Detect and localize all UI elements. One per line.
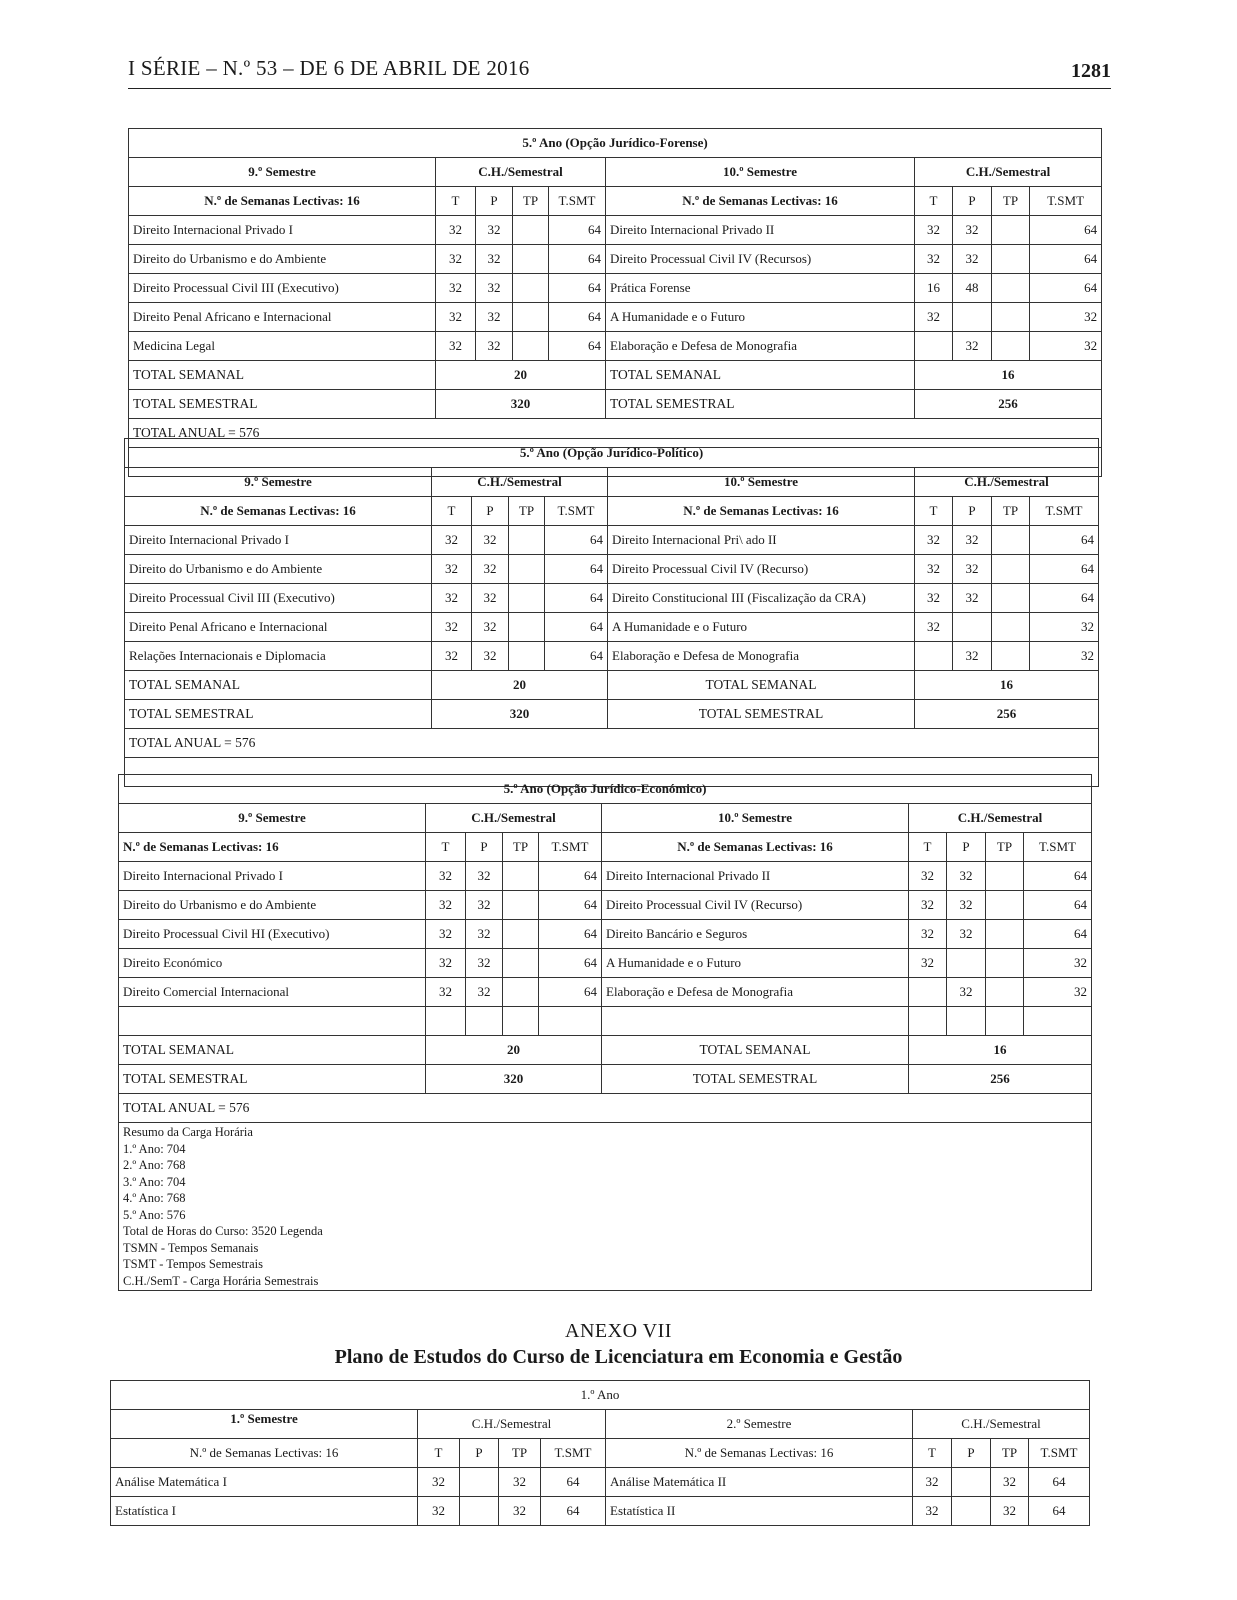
semester-9-label: 9.º Semestre xyxy=(129,158,436,187)
semester-9-label: 9.º Semestre xyxy=(119,804,426,833)
col-tp: TP xyxy=(986,833,1024,862)
resumo-line: TSMT - Tempos Semestrais xyxy=(123,1257,263,1271)
hours-t: 32 xyxy=(418,1468,460,1497)
subject-name: Direito Processual Civil IV (Recursos) xyxy=(606,245,915,274)
hours-p: 32 xyxy=(947,862,986,891)
hours-t: 32 xyxy=(432,584,472,613)
hours-t: 32 xyxy=(432,526,472,555)
subject-name: Direito Constitucional III (Fiscalização da CRA) xyxy=(608,584,915,613)
table-row xyxy=(111,1468,1090,1497)
hours-tp xyxy=(513,303,549,332)
hours-t: 32 xyxy=(909,949,947,978)
hours-tsmt: 64 xyxy=(539,920,602,949)
hours-t: 32 xyxy=(915,245,953,274)
hours-tp xyxy=(992,613,1030,642)
hours-t: 32 xyxy=(426,920,466,949)
hours-tp xyxy=(503,978,539,1007)
table-row xyxy=(125,642,1099,671)
hours-tsmt: 32 xyxy=(1024,949,1092,978)
total-semanal-value: 16 xyxy=(909,1036,1092,1065)
subject-name: Direito do Urbanismo e do Ambiente xyxy=(129,245,436,274)
resumo-line: 5.º Ano: 576 xyxy=(123,1207,186,1222)
hours-tp xyxy=(986,862,1024,891)
subject-name: Direito Comercial Internacional xyxy=(119,978,426,1007)
table-juridico-politico xyxy=(124,438,1099,787)
col-tsmt: T.SMT xyxy=(549,187,606,216)
hours-tp: 32 xyxy=(499,1497,541,1526)
hours-tsmt: 64 xyxy=(545,642,608,671)
total-semanal-label: TOTAL SEMANAL xyxy=(606,361,915,390)
table-row xyxy=(119,978,1092,1007)
subject-name: Direito Internacional Privado I xyxy=(119,862,426,891)
col-t: T xyxy=(909,833,947,862)
hours-tsmt: 64 xyxy=(545,613,608,642)
total-anual: TOTAL ANUAL = 576 xyxy=(119,1094,1092,1123)
hours-tsmt: 32 xyxy=(1030,613,1099,642)
hours-tp xyxy=(992,303,1030,332)
hours-t: 32 xyxy=(418,1497,460,1526)
total-semestral-label: TOTAL SEMESTRAL xyxy=(125,700,432,729)
hours-p: 32 xyxy=(953,332,992,361)
hours-tsmt: 32 xyxy=(1030,332,1102,361)
hours-t: 32 xyxy=(915,303,953,332)
hours-tsmt: 64 xyxy=(545,555,608,584)
hours-tp xyxy=(503,891,539,920)
col-t: T xyxy=(915,187,953,216)
subject-name: Análise Matemática II xyxy=(606,1468,913,1497)
hours-tsmt: 64 xyxy=(539,978,602,1007)
hours-tp xyxy=(503,949,539,978)
resumo-line: C.H./SemT - Carga Horária Semestrais xyxy=(123,1273,319,1288)
hours-t: 32 xyxy=(426,978,466,1007)
subject-name: A Humanidade e o Futuro xyxy=(602,949,909,978)
hours-tp xyxy=(992,274,1030,303)
hours-tsmt: 64 xyxy=(549,303,606,332)
col-tp: TP xyxy=(992,187,1030,216)
hours-t: 32 xyxy=(909,920,947,949)
hours-p: 32 xyxy=(953,245,992,274)
col-tsmt: T.SMT xyxy=(1024,833,1092,862)
hours-p: 32 xyxy=(953,642,992,671)
hours-tsmt: 64 xyxy=(1030,555,1099,584)
total-semestral-value: 256 xyxy=(909,1065,1092,1094)
hours-t: 32 xyxy=(909,862,947,891)
total-semestral-label: TOTAL SEMESTRAL xyxy=(119,1065,426,1094)
resumo-carga-horaria xyxy=(119,1123,1092,1291)
hours-tsmt: 64 xyxy=(1030,274,1102,303)
hours-tp xyxy=(513,216,549,245)
hours-p xyxy=(460,1497,499,1526)
col-t: T xyxy=(436,187,476,216)
col-tp: TP xyxy=(513,187,549,216)
subject-name: Direito Processual Civil HI (Executivo) xyxy=(119,920,426,949)
hours-t: 32 xyxy=(436,303,476,332)
hours-t: 32 xyxy=(915,526,953,555)
hours-tsmt: 64 xyxy=(541,1468,606,1497)
hours-p: 32 xyxy=(947,978,986,1007)
col-t: T xyxy=(913,1439,952,1468)
hours-t: 32 xyxy=(915,613,953,642)
resumo-line: 3.º Ano: 704 xyxy=(123,1174,186,1189)
resumo-line: 4.º Ano: 768 xyxy=(123,1191,186,1205)
subject-name: Direito Internacional Pri\ ado II xyxy=(608,526,915,555)
hours-tsmt: 64 xyxy=(1029,1468,1090,1497)
hours-tp: 32 xyxy=(991,1497,1029,1526)
col-tsmt: T.SMT xyxy=(539,833,602,862)
total-semestral-value: 256 xyxy=(915,700,1099,729)
subject-name: Elaboração e Defesa de Monografia xyxy=(602,978,909,1007)
hours-t: 32 xyxy=(436,216,476,245)
subject-name: Direito Internacional Privado I xyxy=(125,526,432,555)
subject-name: Direito Internacional Privado II xyxy=(606,216,915,245)
hours-p: 32 xyxy=(476,216,513,245)
hours-tsmt: 64 xyxy=(1024,891,1092,920)
hours-t xyxy=(909,978,947,1007)
hours-tp xyxy=(992,555,1030,584)
col-p: P xyxy=(953,187,992,216)
hours-t: 32 xyxy=(436,332,476,361)
col-p: P xyxy=(472,497,509,526)
hours-t: 32 xyxy=(913,1497,952,1526)
semester-10-label: 10.º Semestre xyxy=(606,158,915,187)
table-economia-gestao xyxy=(110,1380,1090,1526)
total-semestral-label: TOTAL SEMESTRAL xyxy=(608,700,915,729)
hours-tsmt: 64 xyxy=(539,949,602,978)
hours-tp xyxy=(513,274,549,303)
total-semanal-value: 20 xyxy=(436,361,606,390)
semanas-lectivas: N.º de Semanas Lectivas: 16 xyxy=(129,187,436,216)
table-row xyxy=(125,584,1099,613)
hours-tp xyxy=(986,891,1024,920)
ch-semestral-label: C.H./Semestral xyxy=(426,804,602,833)
hours-p: 32 xyxy=(472,584,509,613)
hours-tp xyxy=(986,978,1024,1007)
subject-name: Direito do Urbanismo e do Ambiente xyxy=(119,891,426,920)
hours-tp xyxy=(503,862,539,891)
hours-p: 32 xyxy=(472,613,509,642)
section-title: 5.º Ano (Opção Jurídico-Económico) xyxy=(119,775,1092,804)
hours-tsmt: 64 xyxy=(1030,245,1102,274)
total-semanal-value: 16 xyxy=(915,671,1099,700)
anexo-subtitle: Plano de Estudos do Curso de Licenciatura em Economia e Gestão xyxy=(334,1346,903,1368)
hours-p: 32 xyxy=(476,303,513,332)
hours-t: 32 xyxy=(426,862,466,891)
subject-name: Direito Internacional Privado II xyxy=(602,862,909,891)
table-juridico-economico xyxy=(118,774,1092,1291)
hours-tp xyxy=(509,555,545,584)
subject-name: Elaboração e Defesa de Monografia xyxy=(608,642,915,671)
subject-name: Direito Penal Africano e Internacional xyxy=(129,303,436,332)
total-semestral-label: TOTAL SEMESTRAL xyxy=(602,1065,909,1094)
hours-p xyxy=(953,303,992,332)
hours-tsmt: 64 xyxy=(549,216,606,245)
hours-tp xyxy=(992,245,1030,274)
subject-name: Direito Processual Civil III (Executivo) xyxy=(125,584,432,613)
subject-name: Elaboração e Defesa de Monografia xyxy=(606,332,915,361)
hours-tp xyxy=(992,526,1030,555)
semester-10-label: 10.º Semestre xyxy=(602,804,909,833)
hours-tp xyxy=(513,332,549,361)
subject-name: Direito Bancário e Seguros xyxy=(602,920,909,949)
hours-tp xyxy=(986,949,1024,978)
hours-tp xyxy=(509,584,545,613)
empty-row xyxy=(119,1007,1092,1036)
ch-semestral-label: C.H./Semestral xyxy=(915,158,1102,187)
subject-name: Relações Internacionais e Diplomacia xyxy=(125,642,432,671)
total-semanal-value: 20 xyxy=(426,1036,602,1065)
table-row xyxy=(119,862,1092,891)
resumo-line: Total de Horas do Curso: 3520 Legenda xyxy=(123,1224,323,1238)
hours-p: 32 xyxy=(466,920,503,949)
col-tsmt: T.SMT xyxy=(1030,187,1102,216)
subject-name: Direito Internacional Privado I xyxy=(129,216,436,245)
hours-tsmt: 64 xyxy=(549,274,606,303)
hours-p: 32 xyxy=(953,555,992,584)
total-semestral-value: 320 xyxy=(432,700,608,729)
hours-tsmt: 64 xyxy=(1030,216,1102,245)
col-tsmt: T.SMT xyxy=(545,497,608,526)
col-p: P xyxy=(466,833,503,862)
table-row xyxy=(111,1497,1090,1526)
table-row xyxy=(129,332,1102,361)
col-p: P xyxy=(947,833,986,862)
hours-p: 32 xyxy=(472,555,509,584)
hours-tp xyxy=(992,332,1030,361)
resumo-line: 1.º Ano: 704 xyxy=(123,1141,186,1156)
col-p: P xyxy=(460,1439,499,1468)
total-semestral-label: TOTAL SEMESTRAL xyxy=(129,390,436,419)
hours-t: 32 xyxy=(915,555,953,584)
hours-tsmt: 64 xyxy=(1029,1497,1090,1526)
hours-p: 32 xyxy=(466,891,503,920)
hours-t xyxy=(915,642,953,671)
hours-p xyxy=(953,613,992,642)
hours-tsmt: 64 xyxy=(1030,584,1099,613)
total-semanal-label: TOTAL SEMANAL xyxy=(602,1036,909,1065)
table-row xyxy=(129,303,1102,332)
hours-tp: 32 xyxy=(499,1468,541,1497)
table-row xyxy=(119,920,1092,949)
section-title: 5.º Ano (Opção Jurídico-Forense) xyxy=(129,129,1102,158)
semester-10-label: 10.º Semestre xyxy=(608,468,915,497)
subject-name: Direito Económico xyxy=(119,949,426,978)
hours-p: 32 xyxy=(472,526,509,555)
hours-t: 32 xyxy=(913,1468,952,1497)
hours-tsmt: 64 xyxy=(1024,920,1092,949)
ch-semestral-label: C.H./Semestral xyxy=(913,1410,1090,1439)
year-label: 1.º Ano xyxy=(111,1381,1090,1410)
col-t: T xyxy=(418,1439,460,1468)
hours-t: 32 xyxy=(915,584,953,613)
page-number: 1281 xyxy=(1071,60,1111,82)
hours-p xyxy=(947,949,986,978)
resumo-line: Resumo da Carga Horária xyxy=(123,1125,253,1139)
col-p: P xyxy=(952,1439,991,1468)
hours-t: 16 xyxy=(915,274,953,303)
semester-1-label: 1.º Semestre xyxy=(111,1410,418,1439)
hours-t: 32 xyxy=(436,245,476,274)
hours-p: 32 xyxy=(953,584,992,613)
semanas-lectivas: N.º de Semanas Lectivas: 16 xyxy=(119,833,426,862)
hours-tsmt: 32 xyxy=(1030,642,1099,671)
hours-tp xyxy=(986,920,1024,949)
ch-semestral-label: C.H./Semestral xyxy=(909,804,1092,833)
col-tp: TP xyxy=(499,1439,541,1468)
subject-name: A Humanidade e o Futuro xyxy=(606,303,915,332)
hours-p: 32 xyxy=(466,862,503,891)
hours-tp xyxy=(992,584,1030,613)
total-semestral-value: 320 xyxy=(426,1065,602,1094)
hours-t: 32 xyxy=(432,642,472,671)
hours-tsmt: 64 xyxy=(549,332,606,361)
hours-tsmt: 64 xyxy=(1024,862,1092,891)
table-row xyxy=(129,245,1102,274)
ch-semestral-label: C.H./Semestral xyxy=(915,468,1099,497)
hours-tp xyxy=(509,642,545,671)
hours-tsmt: 32 xyxy=(1030,303,1102,332)
hours-p xyxy=(952,1497,991,1526)
hours-p: 32 xyxy=(466,949,503,978)
col-p: P xyxy=(476,187,513,216)
resumo-line: TSMN - Tempos Semanais xyxy=(123,1240,259,1255)
subject-name: Direito Processual Civil III (Executivo) xyxy=(129,274,436,303)
hours-tsmt: 64 xyxy=(1030,526,1099,555)
hours-tp xyxy=(992,216,1030,245)
hours-tsmt: 64 xyxy=(539,862,602,891)
semanas-lectivas: N.º de Semanas Lectivas: 16 xyxy=(602,833,909,862)
resumo-line: 2.º Ano: 768 xyxy=(123,1158,186,1172)
col-tsmt: T.SMT xyxy=(541,1439,606,1468)
subject-name: Direito Processual Civil IV (Recurso) xyxy=(602,891,909,920)
subject-name: Estatística I xyxy=(111,1497,418,1526)
hours-tsmt: 64 xyxy=(545,584,608,613)
total-semanal-label: TOTAL SEMANAL xyxy=(119,1036,426,1065)
hours-tp xyxy=(992,642,1030,671)
col-tsmt: T.SMT xyxy=(1030,497,1099,526)
semanas-lectivas: N.º de Semanas Lectivas: 16 xyxy=(608,497,915,526)
total-anual: TOTAL ANUAL = 576 xyxy=(125,729,1099,758)
hours-p: 32 xyxy=(466,978,503,1007)
table-row xyxy=(119,949,1092,978)
hours-t: 32 xyxy=(432,555,472,584)
table-row xyxy=(129,216,1102,245)
semanas-lectivas: N.º de Semanas Lectivas: 16 xyxy=(125,497,432,526)
table-row xyxy=(119,891,1092,920)
hours-tsmt: 64 xyxy=(545,526,608,555)
ch-semestral-label: C.H./Semestral xyxy=(418,1410,606,1439)
subject-name: Medicina Legal xyxy=(129,332,436,361)
col-tp: TP xyxy=(503,833,539,862)
semester-9-label: 9.º Semestre xyxy=(125,468,432,497)
hours-t: 32 xyxy=(909,891,947,920)
table-juridico-forense xyxy=(128,128,1102,477)
hours-t: 32 xyxy=(426,949,466,978)
semester-2-label: 2.º Semestre xyxy=(606,1410,913,1439)
col-tp: TP xyxy=(992,497,1030,526)
col-t: T xyxy=(432,497,472,526)
hours-t: 32 xyxy=(436,274,476,303)
hours-p: 32 xyxy=(476,274,513,303)
anexo-title: ANEXO VII xyxy=(565,1320,672,1342)
subject-name: Direito Processual Civil IV (Recurso) xyxy=(608,555,915,584)
subject-name: A Humanidade e o Futuro xyxy=(608,613,915,642)
col-t: T xyxy=(426,833,466,862)
hours-t xyxy=(915,332,953,361)
subject-name: Estatística II xyxy=(606,1497,913,1526)
hours-tsmt: 64 xyxy=(549,245,606,274)
hours-tp xyxy=(513,245,549,274)
col-tsmt: T.SMT xyxy=(1029,1439,1090,1468)
total-semestral-label: TOTAL SEMESTRAL xyxy=(606,390,915,419)
col-tp: TP xyxy=(991,1439,1029,1468)
col-t: T xyxy=(915,497,953,526)
table-row xyxy=(125,526,1099,555)
col-p: P xyxy=(953,497,992,526)
total-semanal-value: 20 xyxy=(432,671,608,700)
hours-tp xyxy=(503,920,539,949)
total-semanal-label: TOTAL SEMANAL xyxy=(129,361,436,390)
total-semanal-value: 16 xyxy=(915,361,1102,390)
table-row xyxy=(125,555,1099,584)
total-semanal-label: TOTAL SEMANAL xyxy=(125,671,432,700)
hours-p: 32 xyxy=(947,920,986,949)
hours-p xyxy=(460,1468,499,1497)
subject-name: Direito Penal Africano e Internacional xyxy=(125,613,432,642)
subject-name: Prática Forense xyxy=(606,274,915,303)
semanas-lectivas: N.º de Semanas Lectivas: 16 xyxy=(111,1439,418,1468)
total-semestral-value: 256 xyxy=(915,390,1102,419)
hours-p: 32 xyxy=(476,245,513,274)
hours-tp xyxy=(509,613,545,642)
subject-name: Análise Matemática I xyxy=(111,1468,418,1497)
hours-t: 32 xyxy=(432,613,472,642)
table-row xyxy=(125,613,1099,642)
hours-p: 32 xyxy=(953,526,992,555)
semanas-lectivas: N.º de Semanas Lectivas: 16 xyxy=(606,187,915,216)
header-rule xyxy=(128,88,1111,89)
subject-name: Direito do Urbanismo e do Ambiente xyxy=(125,555,432,584)
hours-tsmt: 64 xyxy=(541,1497,606,1526)
hours-tp: 32 xyxy=(991,1468,1029,1497)
hours-tsmt: 64 xyxy=(539,891,602,920)
hours-p: 32 xyxy=(953,216,992,245)
hours-tp xyxy=(509,526,545,555)
hours-p xyxy=(952,1468,991,1497)
hours-p: 32 xyxy=(947,891,986,920)
col-tp: TP xyxy=(509,497,545,526)
hours-p: 48 xyxy=(953,274,992,303)
hours-t: 32 xyxy=(915,216,953,245)
hours-p: 32 xyxy=(476,332,513,361)
semanas-lectivas: N.º de Semanas Lectivas: 16 xyxy=(606,1439,913,1468)
hours-tsmt: 32 xyxy=(1024,978,1092,1007)
total-semestral-value: 320 xyxy=(436,390,606,419)
ch-semestral-label: C.H./Semestral xyxy=(432,468,608,497)
total-semanal-label: TOTAL SEMANAL xyxy=(608,671,915,700)
ch-semestral-label: C.H./Semestral xyxy=(436,158,606,187)
hours-p: 32 xyxy=(472,642,509,671)
table-row xyxy=(129,274,1102,303)
hours-t: 32 xyxy=(426,891,466,920)
section-title: 5.º Ano (Opção Jurídico-Político) xyxy=(125,439,1099,468)
total-anual: TOTAL ANUAL = 576 xyxy=(129,419,1102,448)
page-header-title: I SÉRIE – N.º 53 – DE 6 DE ABRIL DE 2016 xyxy=(128,56,530,80)
